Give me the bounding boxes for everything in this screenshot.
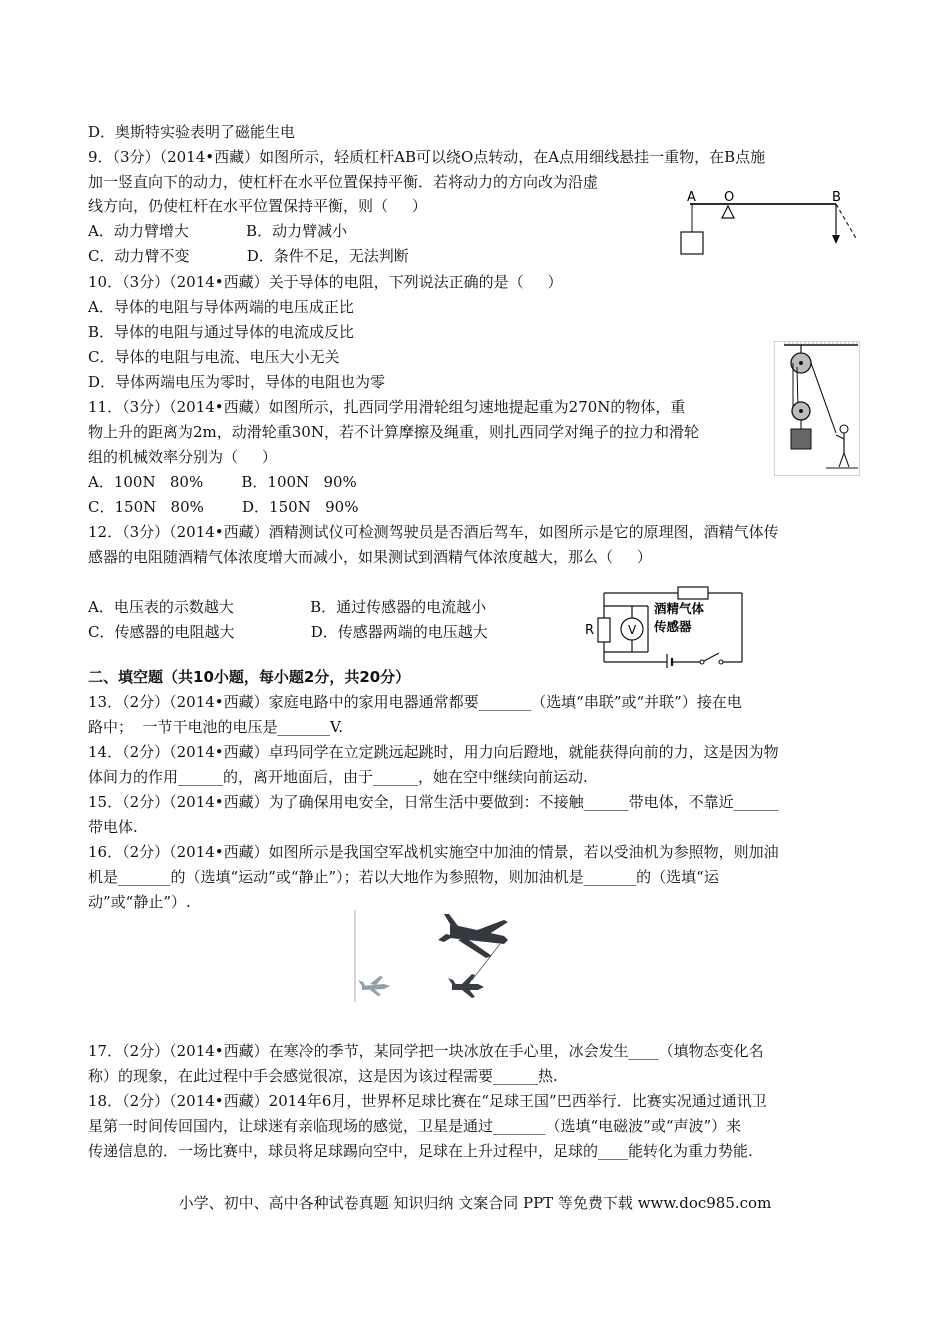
label-o: O	[724, 190, 735, 205]
text-line: 称）的现象，在此过程中手会感觉很凉，这是因为该过程需要______热.	[88, 1067, 558, 1085]
text-line: D．奥斯特实验表明了磁能生电	[88, 123, 296, 141]
text-line: 16．（2分）（2014•西藏）如图所示是我国空军战机实施空中加油的情景，若以受油机为参照物，则加油	[88, 843, 779, 861]
label-a: A	[687, 190, 696, 205]
top-resistor	[678, 587, 708, 599]
text-line: 动”或“静止”）.	[88, 893, 191, 911]
text-line: 体间力的作用______的，离开地面后，由于______，她在空中继续向前运动.	[88, 768, 588, 786]
text-line: B．导体的电阻与通过导体的电流成反比	[88, 323, 355, 341]
text-line: 带电体.	[88, 818, 138, 836]
text-line: 机是_______的（选填“运动”或“静止”）；若以大地作为参照物，则加油机是_______的（选填“运	[88, 868, 719, 886]
footer-text: 小学、初中、高中各种试卷真题 知识归纳 文案合同 PPT 等免费下载 www.doc985.com	[178, 1194, 772, 1212]
weight-block	[681, 232, 703, 254]
aerial-refueling-photo	[354, 910, 604, 1002]
text-line: A．导体的电阻与导体两端的电压成正比	[88, 298, 354, 316]
switch	[704, 653, 719, 661]
resistor-r	[598, 618, 610, 642]
text-line: 18．（2分）（2014•西藏）2014年6月，世界杯足球比赛在“足球王国”巴西举行．比赛实况通过通讯卫	[88, 1092, 767, 1110]
circuit-diagram	[582, 582, 748, 668]
text-line: C．导体的电阻与电流、电压大小无关	[88, 348, 340, 366]
sensor-label-1: 酒精气体	[654, 601, 705, 616]
text-line: 星第一时间传回国内，让球迷有亲临现场的感觉，卫星是通过_______（选填“电磁波”或“声波”）来	[88, 1117, 742, 1135]
lever-diagram	[676, 184, 866, 258]
dashed-force-line	[836, 204, 857, 240]
fulcrum	[722, 206, 734, 218]
text-line: C．传感器的电阻越大 D．传感器两端的电压越大	[88, 623, 488, 641]
text-line: C．150N 80% D．150N 90%	[88, 498, 359, 516]
text-line: A．动力臂增大 B．动力臂减小	[88, 222, 348, 240]
text-line: A．电压表的示数越大 B．通过传感器的电流越小	[88, 598, 487, 616]
text-line: 9．（3分）（2014•西藏）如图所示，轻质杠杆AB可以绕O点转动，在A点用细线悬挂一重物，在B点施	[88, 148, 766, 166]
text-line: 路中； 一节干电池的电压是_______V.	[88, 718, 344, 736]
pulley-diagram	[774, 341, 860, 476]
person	[840, 425, 848, 433]
text-line: 11．（3分）（2014•西藏）如图所示，扎西同学用滑轮组匀速地提起重为270N的物体，重	[88, 398, 686, 416]
label-b: B	[832, 190, 841, 205]
text-line: 传递信息的．一场比赛中，球员将足球踢向空中，足球在上升过程中，足球的____能转化为重力势能.	[88, 1142, 753, 1160]
sensor-label-2: 传感器	[654, 619, 692, 634]
text-line: 物上升的距离为2m，动滑轮重30N，若不计算摩擦及绳重，则扎西同学对绳子的拉力和滑轮	[88, 423, 699, 441]
text-line: 二、填空题（共10小题，每小题2分，共20分）	[88, 668, 411, 686]
text-line: C．动力臂不变 D．条件不足，无法判断	[88, 247, 409, 265]
text-line: A．100N 80% B．100N 90%	[88, 473, 357, 491]
text-line: 线方向，仍使杠杆在水平位置保持平衡，则（ ）	[88, 197, 427, 215]
label-v: V	[628, 623, 637, 637]
text-line: 15．（2分）（2014•西藏）为了确保用电安全，日常生活中要做到：不接触______带电体，不靠近______	[88, 793, 779, 811]
text-line: 感器的电阻随酒精气体浓度增大而减小，如果测试到酒精气体浓度越大，那么（ ）	[88, 548, 652, 566]
text-line: 13．（2分）（2014•西藏）家庭电路中的家用电器通常都要_______（选填“串联”或“并联”）接在电	[88, 693, 742, 711]
label-r: R	[585, 623, 595, 638]
text-line: 12．（3分）（2014•西藏）酒精测试仪可检测驾驶员是否酒后驾车，如图所示是它的原理图，酒精气体传	[88, 523, 779, 541]
text-line: 14．（2分）（2014•西藏）卓玛同学在立定跳远起跳时，用力向后蹬地，就能获得向前的力，这是因为物	[88, 743, 779, 761]
text-line: 17．（2分）（2014•西藏）在寒冷的季节，某同学把一块冰放在手心里，冰会发生____（填物态变化名	[88, 1042, 764, 1060]
text-line: 加一竖直向下的动力，使杠杆在水平位置保持平衡．若将动力的方向改为沿虚	[88, 173, 599, 191]
load-block	[791, 429, 811, 449]
text-line: D．导体两端电压为零时，导体的电阻也为零	[88, 373, 386, 391]
text-line: 组的机械效率分别为（ ）	[88, 448, 277, 466]
text-line: 10．（3分）（2014•西藏）关于导体的电阻，下列说法正确的是（ ）	[88, 273, 563, 291]
